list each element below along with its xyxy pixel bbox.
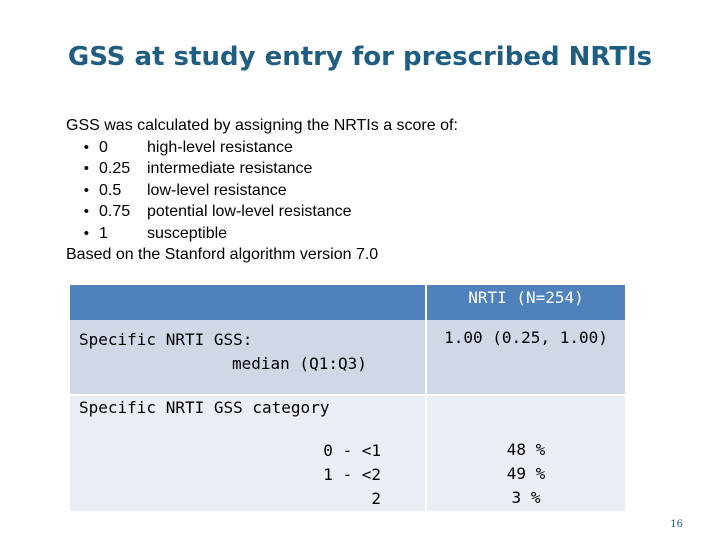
score-item	[66, 223, 666, 245]
category-label: Specific NRTI GSS category	[79, 398, 330, 417]
score-value: 0.25	[99, 160, 131, 177]
intro-text	[66, 115, 666, 266]
category-value: 49 %	[506, 464, 546, 483]
table-header-row	[70, 285, 625, 320]
median-value-cell	[426, 320, 625, 395]
bullet-icon: •	[83, 181, 89, 199]
score-value: 0	[99, 138, 108, 156]
category-value: 3 %	[511, 488, 541, 507]
median-label-cell	[70, 320, 426, 395]
score-item	[66, 201, 666, 223]
bullet-icon: •	[83, 224, 89, 242]
category-item: 2	[371, 489, 381, 508]
bullet-icon: •	[83, 160, 89, 177]
bullet-icon: •	[83, 203, 89, 220]
intro-footer: Based on the Stanford algorithm version 7.0	[66, 246, 379, 263]
category-list	[70, 439, 425, 511]
category-value-cell	[426, 395, 625, 511]
score-value: 0.5	[99, 181, 122, 199]
median-value: 1.00 (0.25, 1.00)	[444, 328, 608, 347]
score-item	[66, 137, 666, 159]
header-cell-empty	[70, 285, 426, 320]
slide-title: GSS at study entry for prescribed NRTIs	[67, 42, 653, 72]
table-row	[70, 395, 625, 511]
gss-table	[70, 285, 625, 511]
score-value: 0.75	[99, 203, 131, 220]
score-list	[66, 137, 666, 245]
score-label: high-level resistance	[147, 138, 293, 156]
category-item: 1 - <2	[323, 465, 381, 484]
median-label-line1: Specific NRTI GSS:	[79, 330, 253, 349]
median-label-line2: median (Q1:Q3)	[232, 354, 367, 373]
bullet-icon: •	[83, 138, 89, 156]
category-value: 48 %	[506, 440, 546, 459]
intro-lead: GSS was calculated by assigning the NRTIs a score of:	[66, 117, 458, 134]
category-values	[427, 396, 625, 510]
header-cell-nrti: NRTI (N=254)	[426, 285, 625, 320]
category-item: 0 - <1	[323, 441, 381, 460]
score-item	[66, 180, 666, 202]
score-label: low-level resistance	[147, 181, 287, 199]
page-number: 16	[670, 519, 683, 530]
score-label: intermediate resistance	[147, 160, 313, 177]
score-label: potential low-level resistance	[147, 203, 352, 220]
score-item	[66, 158, 666, 180]
score-value: 1	[99, 224, 108, 242]
score-label: susceptible	[147, 224, 228, 242]
category-label-cell	[70, 395, 426, 511]
table-row	[70, 320, 625, 395]
